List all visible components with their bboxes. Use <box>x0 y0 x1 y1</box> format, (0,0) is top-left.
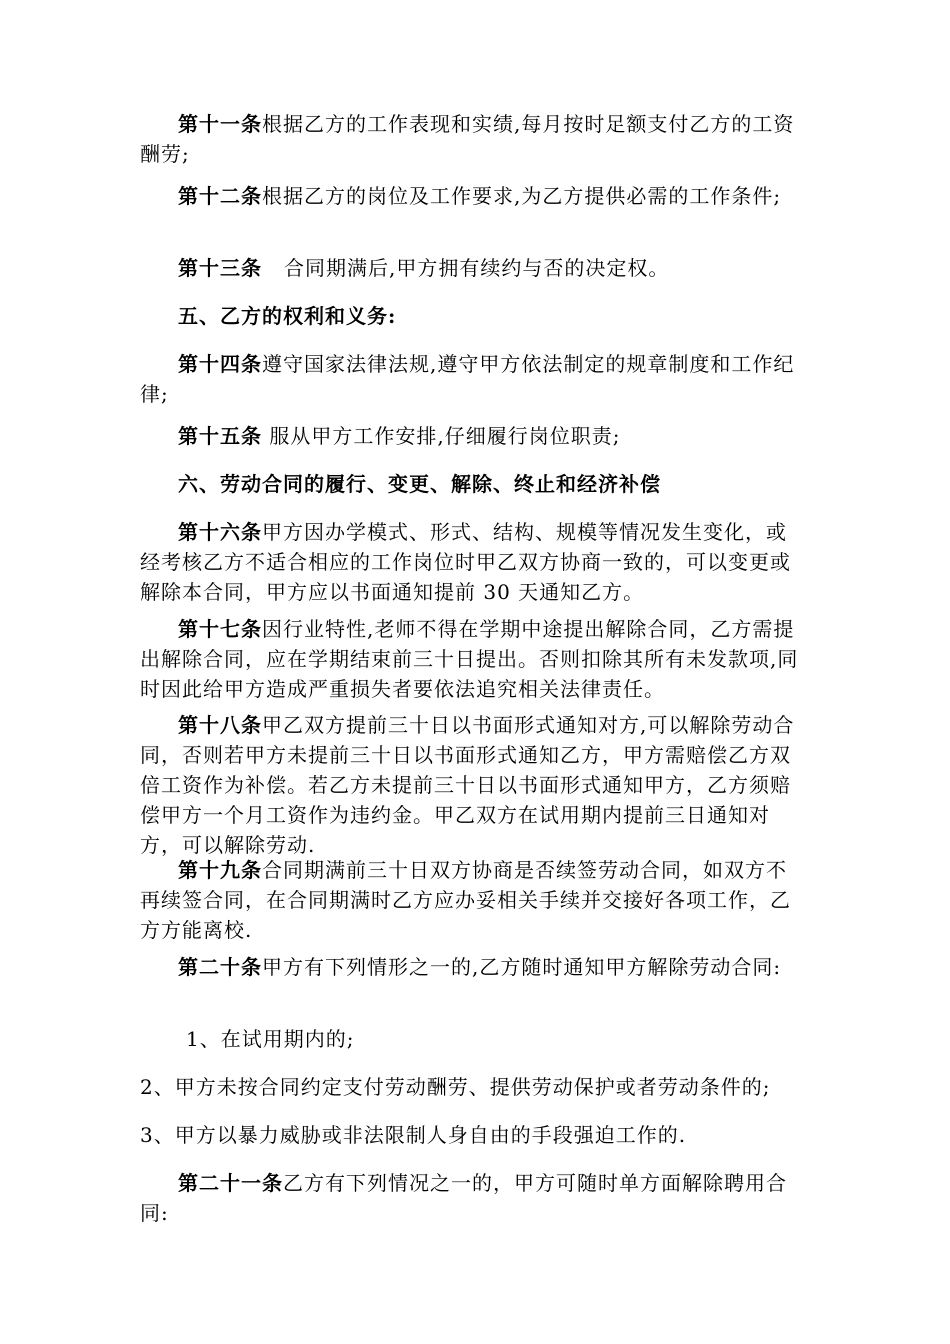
article-number: 第十二条 <box>178 184 262 208</box>
article-text: 根据乙方的工作表现和实绩,每月按时足额支付乙方的工资酬劳; <box>140 112 795 166</box>
article-number: 第十三条 <box>178 256 262 280</box>
article-18 <box>140 710 800 860</box>
article-text: 甲方因办学模式、形式、结构、规模等情况发生变化，或经考核乙方不适合相应的工作岗位时甲乙双方协商一致的，可以变更或解除本合同，甲方应以书面通知提前 30 天通知乙方。 <box>140 520 791 604</box>
article-text: 因行业特性,老师不得在学期中途提出解除合同，乙方需提出解除合同，应在学期结束前三十日提出。否则扣除其所有未发款项,同时因此给甲方造成严重损失者要依法追究相关法律责任。 <box>140 617 799 701</box>
article-text: 遵守国家法律法规,遵守甲方依法制定的规章制度和工作纪律; <box>140 352 795 406</box>
article-number: 第十五条 <box>178 424 262 448</box>
article-text: 合同期满前三十日双方协商是否续签劳动合同，如双方不再续签合同，在合同期满时乙方应办妥相关手续并交接好各项工作，乙方方能离校. <box>140 858 791 942</box>
article-12 <box>140 181 800 211</box>
article-number: 第二十一条 <box>178 1171 283 1195</box>
list-item-1: 1、在试用期内的; <box>186 1027 355 1051</box>
article-21 <box>140 1168 800 1228</box>
article-number: 第十一条 <box>178 112 262 136</box>
article-number: 第十九条 <box>178 858 262 882</box>
article-text: 甲方有下列情形之一的,乙方随时通知甲方解除劳动合同: <box>262 955 782 979</box>
article-14 <box>140 349 800 409</box>
article-20 <box>140 952 800 982</box>
article-19 <box>140 855 800 945</box>
article-number: 第十八条 <box>178 713 262 737</box>
list-item-3: 3、甲方以暴力威胁或非法限制人身自由的手段强迫工作的. <box>140 1123 687 1147</box>
article-13 <box>140 253 800 283</box>
article-number: 第十四条 <box>178 352 262 376</box>
article-text: 合同期满后,甲方拥有续约与否的决定权。 <box>284 256 670 280</box>
article-number: 第十六条 <box>178 520 262 544</box>
section-heading-5: 五、乙方的权利和义务: <box>178 304 397 328</box>
article-number: 第二十条 <box>178 955 262 979</box>
article-17 <box>140 614 800 704</box>
section-heading-6: 六、劳动合同的履行、变更、解除、终止和经济补偿 <box>178 472 661 496</box>
article-text: 服从甲方工作安排,仔细履行岗位职责; <box>262 424 621 448</box>
article-15 <box>140 421 800 451</box>
article-11 <box>140 109 800 169</box>
article-text: 甲乙双方提前三十日以书面形式通知对方,可以解除劳动合同，否则若甲方未提前三十日以书面形式通知乙方，甲方需赔偿乙方双倍工资作为补偿。若乙方未提前三十日以书面形式通知甲方，乙方须赔偿甲方一个月工资作为违约金。甲乙双方在试用期内提前三日通知对方，可以解除劳动. <box>140 713 795 857</box>
article-number: 第十七条 <box>178 617 262 641</box>
article-text: 乙方有下列情况之一的，甲方可随时单方面解除聘用合同: <box>140 1171 787 1225</box>
list-item-2: 2、甲方未按合同约定支付劳动酬劳、提供劳动保护或者劳动条件的; <box>140 1075 771 1099</box>
article-16 <box>140 517 800 607</box>
article-text: 根据乙方的岗位及工作要求,为乙方提供必需的工作条件; <box>262 184 782 208</box>
